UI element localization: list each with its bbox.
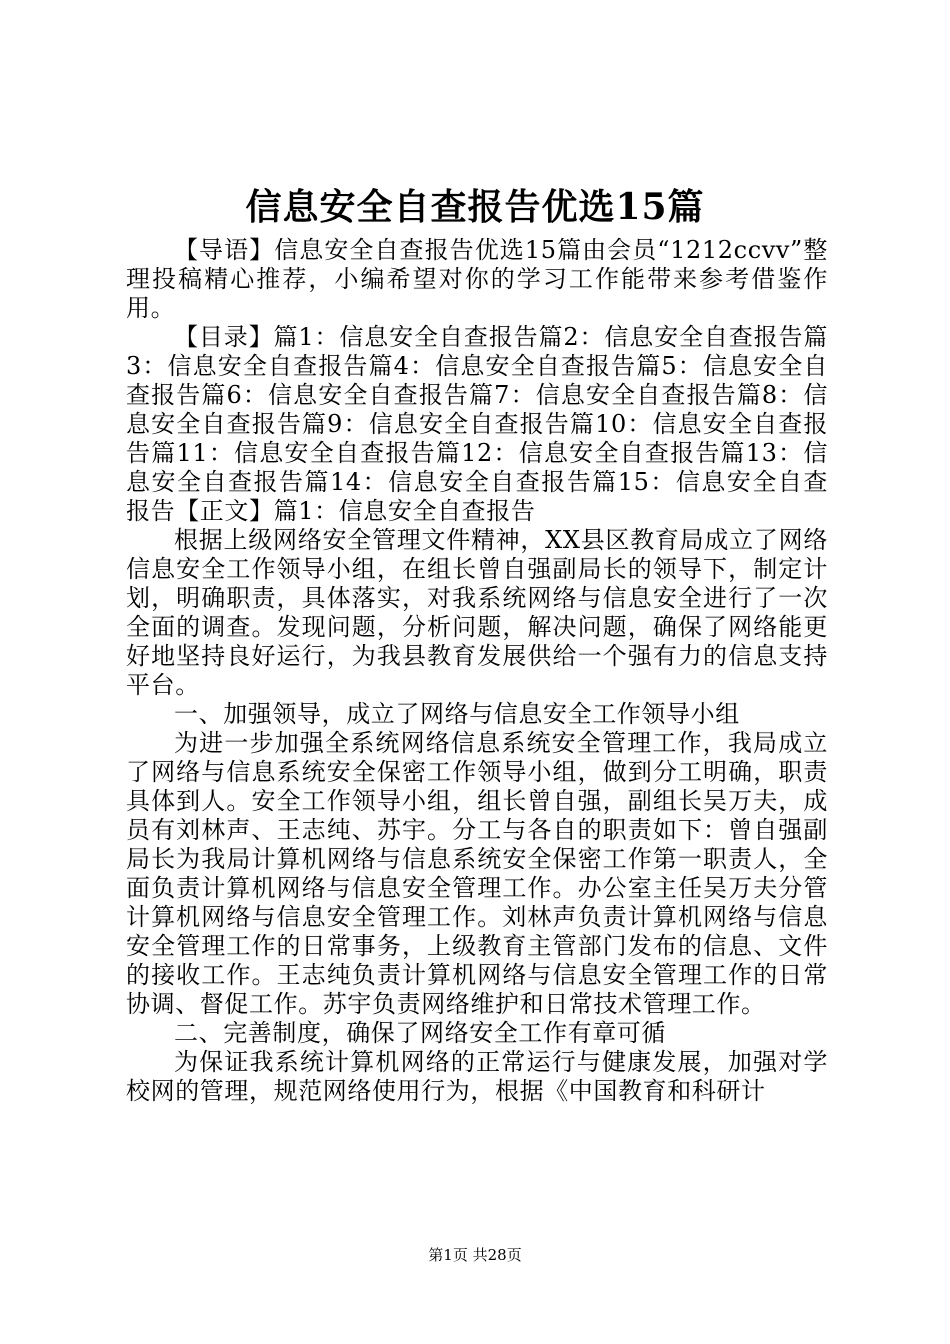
page-footer: 第1页 共28页: [428, 1246, 522, 1264]
paragraph-main-2: 为进一步加强全系统网络信息系统安全管理工作，我局成立了网络与信息系统安全保密工作领导小组，做到分工明确，职责具体到人。安全工作领导小组，组长曾自强，副组长吴万夫，成员有刘林声、王志纯、苏宇。分工与各自的职责如下：曾自强副局长为我局计算机网络与信息系统安全保密工作第一职责人，全面负责计算机网络与信息安全管理工作。办公室主任吴万夫分管计算机网络与信息安全管理工作。刘林声负责计算机网络与信息安全管理工作的日常事务，上级教育主管部门发布的信息、文件的接收工作。王志纯负责计算机网络与信息安全管理工作的日常协调、督促工作。苏宇负责网络维护和日常技术管理工作。: [126, 729, 828, 1018]
section-heading-2: 二、完善制度，确保了网络安全工作有章可循: [174, 1019, 666, 1047]
section-heading-1: 一、加强领导，成立了网络与信息安全工作领导小组: [174, 700, 740, 728]
paragraph-main-3: 为保证我系统计算机网络的正常运行与健康发展，加强对学校网的管理，规范网络使用行为，根据《中国教育和科研计: [126, 1048, 828, 1105]
paragraph-main-1: 根据上级网络安全管理文件精神，XX县区教育局成立了网络信息安全工作领导小组，在组长曾自强副局长的领导下，制定计划，明确职责，具体落实，对我系统网络与信息安全进行了一次全面的调查。发现问题，分析问题，解决问题，确保了网络能更好地坚持良好运行，为我县教育发展供给一个强有力的信息支持平台。: [126, 526, 828, 699]
document-title: 信息安全自查报告优选15篇: [245, 186, 705, 228]
paragraph-intro: 【导语】信息安全自查报告优选15篇由会员“1212ccvv”整理投稿精心推荐，小编希望对你的学习工作能带来参考借鉴作用。: [126, 236, 828, 322]
paragraph-toc: 【目录】篇1：信息安全自查报告篇2：信息安全自查报告篇3：信息安全自查报告篇4：信息安全自查报告篇5：信息安全自查报告篇6：信息安全自查报告篇7：信息安全自查报告篇8：信息安全自查报告篇9：信息安全自查报告篇10：信息安全自查报告篇11：信息安全自查报告篇12：信息安全自查报告篇13：信息安全自查报告篇14：信息安全自查报告篇15：信息安全自查报告【正文】篇1：信息安全自查报告: [126, 323, 828, 525]
document-body: [126, 236, 828, 1106]
